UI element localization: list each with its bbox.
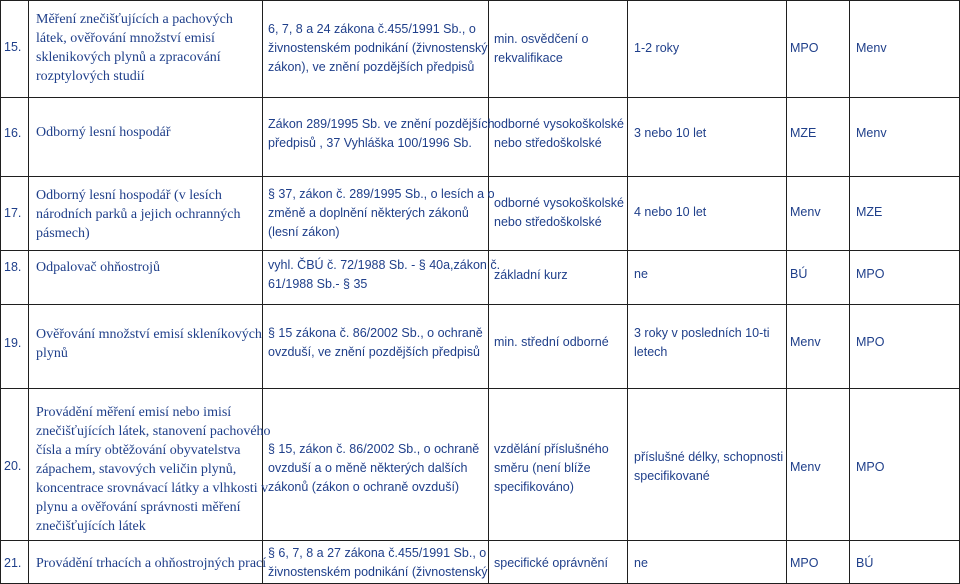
legal-basis xyxy=(268,115,495,153)
activity-name xyxy=(36,258,160,277)
text-line: § 6, 7, 8 a 27 zákona č.455/1991 Sb., o xyxy=(268,546,487,560)
text-line: směru (není blíže xyxy=(494,461,591,475)
text-line: rekvalifikace xyxy=(494,51,563,65)
text-line: § 15, zákon č. 86/2002 Sb., o ochraně xyxy=(268,442,480,456)
column-divider xyxy=(627,0,628,584)
practice-length xyxy=(634,124,706,143)
authority-a: Menv xyxy=(790,460,821,474)
text-line: Zákon 289/1995 Sb. ve znění pozdějších xyxy=(268,117,495,131)
authority-a: MPO xyxy=(790,556,819,570)
text-line: nebo středoškolské xyxy=(494,136,602,150)
activity-name xyxy=(36,403,271,536)
text-line: § 15 zákona č. 86/2002 Sb., o ochraně xyxy=(268,326,483,340)
column-divider xyxy=(849,0,850,584)
text-line: Provádění trhacích a ohňostrojných prací xyxy=(36,556,267,571)
education xyxy=(494,554,608,573)
authority-a: MZE xyxy=(790,126,817,140)
text-line: min. osvědčení o xyxy=(494,32,589,46)
activity-name xyxy=(36,325,262,363)
row-number: 15. xyxy=(4,40,22,54)
activity-name xyxy=(36,186,240,243)
text-line: národních parků a jejich ochranných xyxy=(36,207,241,222)
authority-b: MPO xyxy=(856,460,885,474)
authority-b: Menv xyxy=(856,126,887,140)
text-line: 1-2 roky xyxy=(634,41,680,55)
text-line: plynu a ověřování správnosti měření xyxy=(36,500,241,515)
practice-length xyxy=(634,324,770,362)
text-line: látek, ověřování množství emisí xyxy=(36,31,215,46)
text-line: základní kurz xyxy=(494,268,568,282)
practice-length xyxy=(634,203,706,222)
text-line: změně a doplnění některých zákonů xyxy=(268,206,469,220)
text-line: čísla a míry obtěžování obyvatelstva xyxy=(36,443,241,458)
education xyxy=(494,333,609,352)
text-line: min. střední odborné xyxy=(494,335,609,349)
authority-a: Menv xyxy=(790,335,821,349)
text-line: ne xyxy=(634,267,648,281)
text-line: 6, 7, 8 a 24 zákona č.455/1991 Sb., o xyxy=(268,22,476,36)
text-line: specifikované xyxy=(634,469,710,483)
column-divider xyxy=(0,0,1,584)
text-line: plynů xyxy=(36,346,68,361)
text-line: Odborný lesní hospodář xyxy=(36,125,171,140)
authority-b: MZE xyxy=(856,205,883,219)
text-line: živnostenském podnikání (živnostenský xyxy=(268,41,488,55)
text-line: specifikováno) xyxy=(494,480,574,494)
text-line: odborné vysokoškolské xyxy=(494,117,624,131)
authority-a: BÚ xyxy=(790,267,808,281)
row-divider xyxy=(0,540,960,541)
text-line: Měření znečišťujících a pachových xyxy=(36,12,233,27)
row-number: 21. xyxy=(4,556,22,570)
legal-basis xyxy=(268,544,488,582)
activity-name xyxy=(36,123,171,142)
column-divider xyxy=(786,0,787,584)
text-line: zákonů (zákon o ochraně ovzduší) xyxy=(268,480,460,494)
education xyxy=(494,440,609,497)
text-line: 3 nebo 10 let xyxy=(634,126,707,140)
practice-length xyxy=(634,265,648,284)
legal-basis xyxy=(268,324,483,362)
row-number: 18. xyxy=(4,260,22,274)
education xyxy=(494,194,624,232)
text-line: letech xyxy=(634,345,668,359)
column-divider xyxy=(28,0,29,584)
text-line: koncentrace srovnávací látky a vlhkosti v xyxy=(36,481,269,496)
text-line: (lesní zákon) xyxy=(268,225,340,239)
text-line: 61/1988 Sb.- § 35 xyxy=(268,277,368,291)
text-line: zápachem, stavových veličin plynů, xyxy=(36,462,237,477)
legal-basis xyxy=(268,185,495,242)
row-divider xyxy=(0,97,960,98)
text-line: příslušné délky, schopnosti xyxy=(634,450,784,464)
text-line: znečišťujících látek xyxy=(36,519,146,534)
text-line: Ověřování množství emisí skleníkových xyxy=(36,327,262,342)
text-line: ovzduší, ve znění pozdějších předpisů xyxy=(268,345,480,359)
practice-length xyxy=(634,554,648,573)
authority-a: MPO xyxy=(790,41,819,55)
authority-a: Menv xyxy=(790,205,821,219)
row-divider xyxy=(0,176,960,177)
text-line: ne xyxy=(634,556,648,570)
authority-b: Menv xyxy=(856,41,887,55)
text-line: 4 nebo 10 let xyxy=(634,205,707,219)
row-number: 20. xyxy=(4,459,22,473)
row-number: 16. xyxy=(4,126,22,140)
education xyxy=(494,115,624,153)
text-line: Odpalovač ohňostrojů xyxy=(36,260,161,275)
text-line: sklenikových plynů a zpracování xyxy=(36,50,221,65)
practice-length xyxy=(634,39,679,58)
legal-basis xyxy=(268,20,488,77)
text-line: Odborný lesní hospodář (v lesích xyxy=(36,188,222,203)
authority-b: BÚ xyxy=(856,556,874,570)
text-line: pásmech) xyxy=(36,226,90,241)
authority-b: MPO xyxy=(856,267,885,281)
text-line: ovzduší a o měně některých dalších xyxy=(268,461,468,475)
text-line: zákon), ve znění pozdějších předpisů xyxy=(268,60,475,74)
text-line: rozptylových studií xyxy=(36,69,145,84)
education xyxy=(494,266,568,285)
row-number: 17. xyxy=(4,206,22,220)
row-divider xyxy=(0,304,960,305)
text-line: vyhl. ČBÚ č. 72/1988 Sb. - § 40a,zákon č. xyxy=(268,258,501,272)
text-line: nebo středoškolské xyxy=(494,215,602,229)
legal-basis xyxy=(268,440,479,497)
row-divider xyxy=(0,250,960,251)
text-line: § 37, zákon č. 289/1995 Sb., o lesích a o xyxy=(268,187,495,201)
text-line: vzdělání příslušného xyxy=(494,442,609,456)
practice-length xyxy=(634,448,783,486)
text-line: živnostenském podnikání (živnostenský xyxy=(268,565,488,579)
text-line: předpisů , 37 Vyhláška 100/1996 Sb. xyxy=(268,136,472,150)
education xyxy=(494,30,589,68)
row-number: 19. xyxy=(4,336,22,350)
activity-name xyxy=(36,10,233,86)
text-line: Provádění měření emisí nebo imisí xyxy=(36,405,232,420)
text-line: znečišťujících látek, stanovení pachového xyxy=(36,424,271,439)
authority-b: MPO xyxy=(856,335,885,349)
text-line: odborné vysokoškolské xyxy=(494,196,624,210)
activity-name xyxy=(36,554,266,573)
text-line: specifické oprávnění xyxy=(494,556,608,570)
row-divider xyxy=(0,388,960,389)
text-line: 3 roky v posledních 10-ti xyxy=(634,326,770,340)
legal-basis xyxy=(268,256,500,294)
row-divider xyxy=(0,0,960,1)
